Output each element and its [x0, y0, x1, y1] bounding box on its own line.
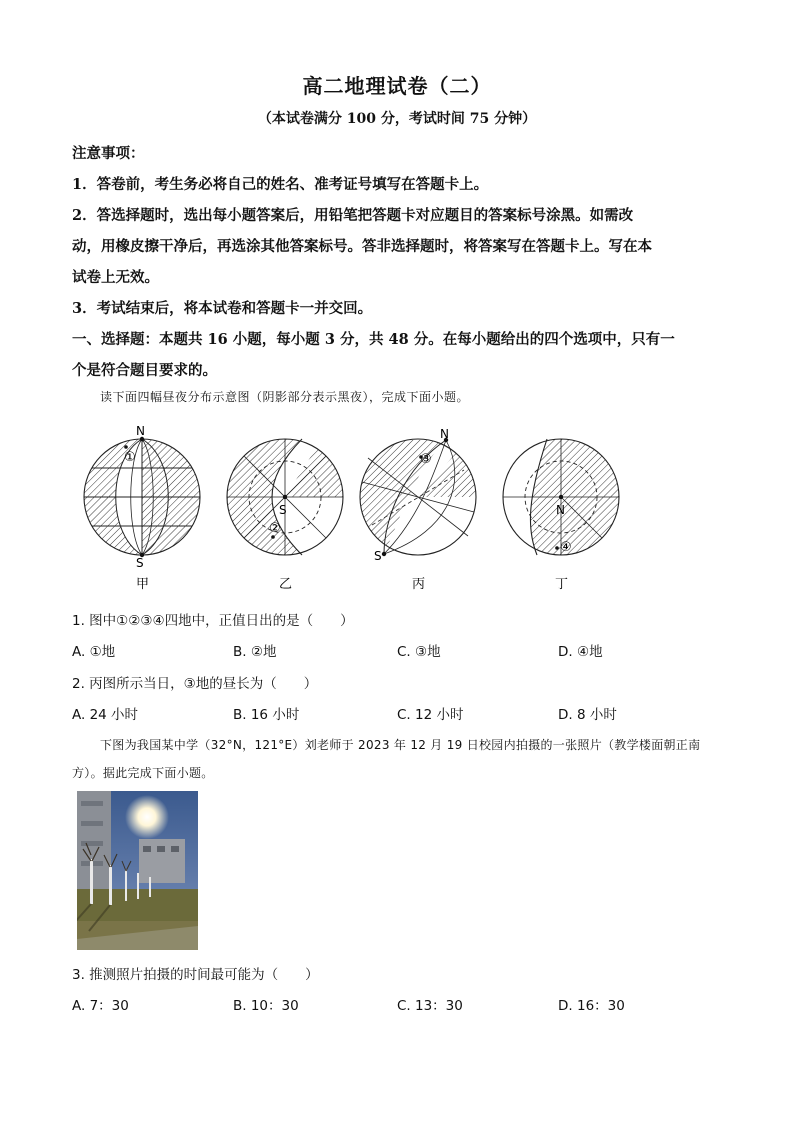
- globe-label-yi: 乙: [279, 577, 293, 592]
- question-3-options: [72, 994, 722, 1014]
- notice-item-2-line-1: 2．答选择题时，选出每小题答案后，用铅笔把答题卡对应题目的答案标号涂黑。如需改: [72, 207, 634, 224]
- globe-bing-pole-s: S: [374, 549, 382, 563]
- question-1-options: [72, 640, 722, 660]
- globe-bing-pole-n: N: [440, 427, 449, 441]
- question-1-option-b: B. ②地: [233, 644, 277, 660]
- globe-yi: [227, 439, 347, 555]
- page-subtitle: （本试卷满分 100 分，考试时间 75 分钟）: [257, 111, 537, 127]
- question-1-option-d: D. ④地: [558, 644, 603, 660]
- question-3-option-c: C. 13：30: [397, 998, 463, 1014]
- question-1-stem: 1. 图中①②③④四地中，正值日出的是（ ）: [72, 613, 354, 629]
- question-1-option-a: A. ①地: [72, 644, 116, 660]
- question-2-option-c: C. 12 小时: [397, 707, 464, 723]
- question-3-option-d: D. 16：30: [558, 998, 625, 1014]
- question-2-options: [72, 703, 722, 723]
- question-3-option-a: A. 7：30: [72, 998, 129, 1014]
- notice-heading: 注意事项：: [72, 145, 145, 162]
- question-2-stem: 2. 丙图所示当日，③地的昼长为（ ）: [72, 676, 318, 692]
- notice-section: [72, 138, 722, 386]
- notice-item-1: 1．答卷前，考生务必将自己的姓名、准考证号填写在答题卡上。: [72, 176, 489, 193]
- notice-item-2-line-2: 动，用橡皮擦干净后，再选涂其他答案标号。答非选择题时，将答案写在答题卡上。写在本: [72, 238, 652, 255]
- globe-label-bing: 丙: [412, 577, 426, 592]
- question-group-intro-2: 下图为我国某中学（32°N，121°E）刘老师于 2023 年 12 月 19 日校园内拍摄的一张照片（教学楼面朝正南方）。据此完成下面小题。: [72, 738, 701, 780]
- globe-ding-pole-n: N: [556, 503, 565, 517]
- marker-1: ①: [124, 450, 136, 465]
- question-3-stem: 3. 推测照片拍摄的时间最可能为（ ）: [72, 967, 319, 983]
- question-2-option-b: B. 16 小时: [233, 707, 300, 723]
- globe-jia-pole-n: N: [136, 424, 145, 438]
- question-3-option-b: B. 10：30: [233, 998, 299, 1014]
- marker-4: ④: [560, 540, 572, 555]
- globe-bing: [360, 438, 478, 556]
- question-group-intro-1: 读下面四幅昼夜分布示意图（阴影部分表示黑夜），完成下面小题。: [100, 390, 470, 404]
- globe-yi-pole-s: S: [279, 503, 287, 517]
- globe-label-jia: 甲: [136, 577, 150, 592]
- section-heading-line-1: 一、选择题：本题共 16 小题，每小题 3 分，共 48 分。在每小题给出的四个选项中，只有一: [72, 331, 675, 348]
- question-1-option-c: C. ③地: [397, 644, 441, 660]
- question-2-option-d: D. 8 小时: [558, 707, 617, 723]
- marker-2: ②: [269, 521, 281, 536]
- globe-jia: [84, 437, 202, 557]
- day-night-globes-diagram: [72, 420, 632, 600]
- campus-photo: [77, 791, 198, 950]
- globe-label-ding: 丁: [555, 577, 569, 592]
- notice-item-2-line-3: 试卷上无效。: [72, 269, 159, 286]
- section-heading-line-2: 个是符合题目要求的。: [72, 362, 217, 379]
- notice-item-3: 3．考试结束后，将本试卷和答题卡一并交回。: [72, 300, 373, 317]
- globe-jia-pole-s: S: [136, 556, 144, 570]
- page-title: 高二地理试卷（二）: [302, 74, 492, 98]
- marker-3: ③: [420, 452, 432, 467]
- question-2-option-a: A. 24 小时: [72, 707, 139, 723]
